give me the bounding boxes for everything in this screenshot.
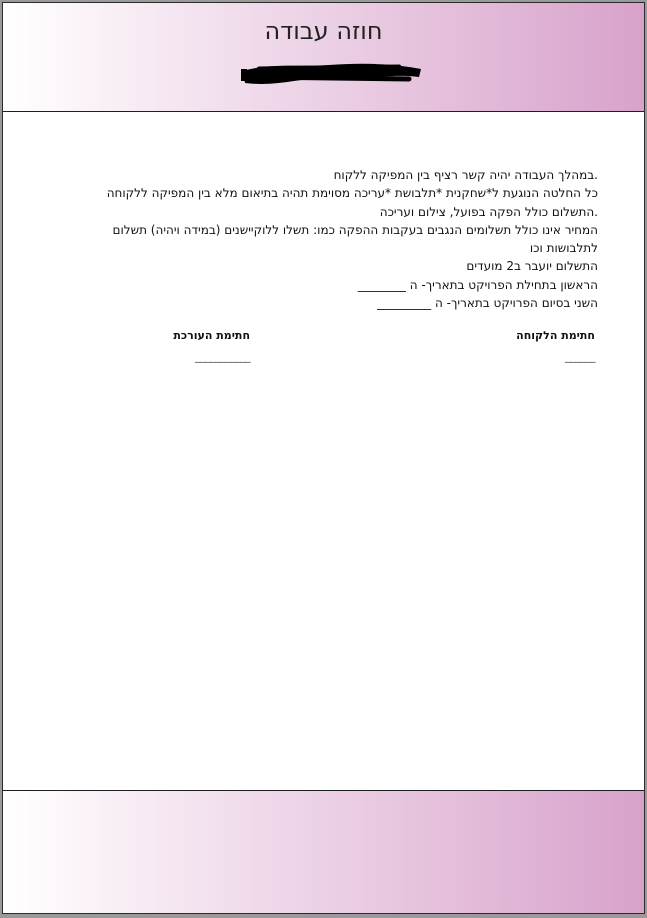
redaction-scribble-icon <box>239 61 425 89</box>
client-signature-label: חתימת הלקוחה <box>516 329 595 342</box>
editor-signature <box>173 329 250 363</box>
contract-line: המחיר אינו כולל תשלומים הנגבים בעקבות ההפקה כמו: תשלו ללוקיישנים (במידה ויהיה) תשלום לתלבושות וכו <box>112 222 598 256</box>
contract-line: השני בסיום הפרויקט בתאריך- ה _________ <box>377 296 598 311</box>
client-signature <box>516 329 595 363</box>
footer-banner <box>3 790 644 914</box>
contract-line: כל החלטה הנוגעת ל*שחקנית *תלבושת *עריכה מסוימת תהיה בתיאום מלא בין המפיקה ללקוחה <box>106 186 598 201</box>
document-title: חוזה עבודה <box>264 17 383 45</box>
editor-signature-line: ___________ <box>195 350 250 363</box>
contract-body <box>61 166 598 312</box>
client-signature-line: ______ <box>565 350 595 363</box>
editor-signature-label: חתימת העורכת <box>173 329 250 342</box>
contract-line: .במהלך העבודה יהיה קשר רציף בין המפיקה ללקוח <box>333 168 598 182</box>
footer-gradient <box>3 791 644 914</box>
contract-line: התשלום יועבר ב2 מועדים <box>466 259 598 274</box>
contract-line: .התשלום כולל הפקה בפועל, צילום ועריכה <box>379 204 598 219</box>
contract-line: הראשון בתחילת הפרויקט בתאריך- ה ________ <box>357 277 598 292</box>
header-banner <box>3 3 644 112</box>
document-page <box>2 2 645 914</box>
